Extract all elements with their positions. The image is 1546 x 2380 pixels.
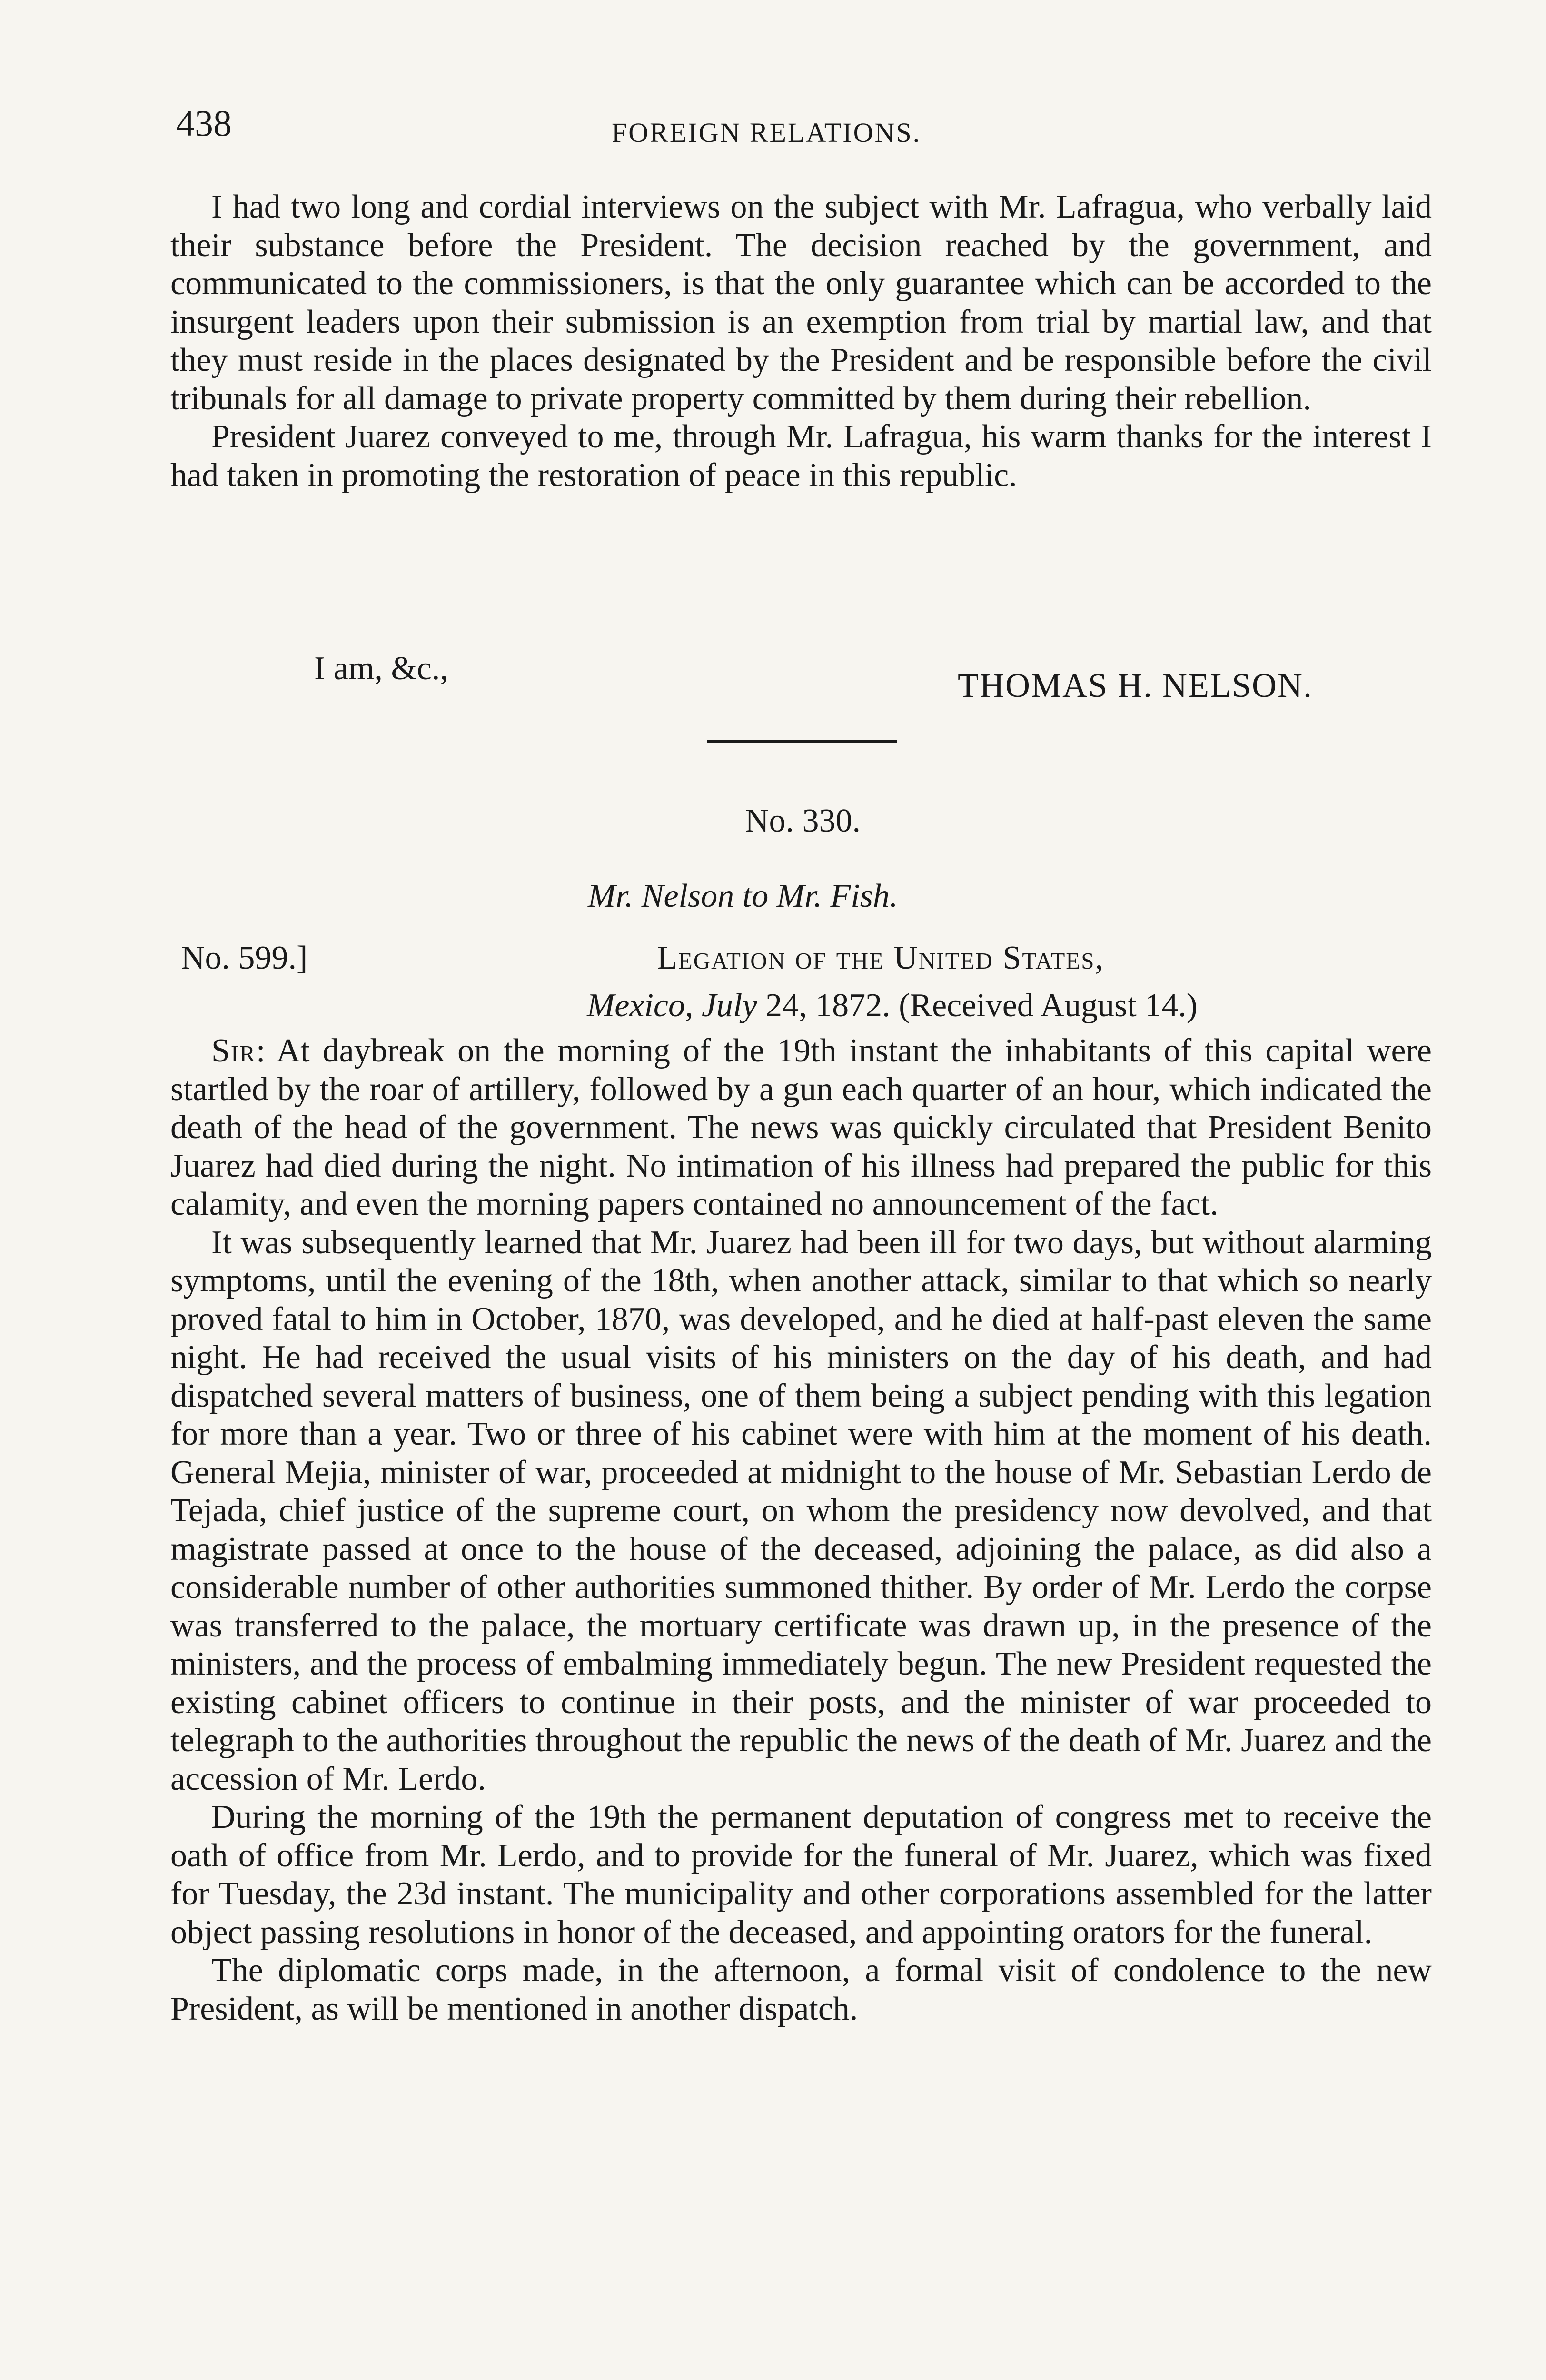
dispatch-number: No. 599.] bbox=[181, 940, 308, 976]
dispatch-body bbox=[170, 1032, 1432, 2028]
date-rest: 24, 1872. (Received August 14.) bbox=[757, 987, 1198, 1024]
section-divider bbox=[707, 740, 897, 743]
paragraph-text: : At daybreak on the morning of the 19th instant the inhabitants of this capital were startled by the roar of artillery, followed by a gun each quarter of an hour, which indicated the death of the head of the government. The news was quickly circulated that President Benito Juarez had died during the night. No intimation of his illness had prepared the public for this calamity, and even the morning papers contained no announcement of the fact. bbox=[170, 1032, 1432, 1222]
closing: I am, &c., bbox=[314, 650, 448, 687]
document-number: No. 330. bbox=[745, 803, 861, 839]
running-title: FOREIGN RELATIONS. bbox=[612, 117, 922, 148]
paragraph: It was subsequently learned that Mr. Juarez had been ill for two days, but without alarming symptoms, until the evening of the 18th, when another attack, similar to that which so nearly proved fatal to him in October, 1870, was developed, and he died at half-past eleven the same night. He had received the usual visits of his ministers on the day of his death, and had dispatched several matters of business, one of them being a subject pending with this legation for more than a year. Two or three of his cabinet were with him at the moment of his death. General Mejia, minister of war, proceeded at midnight to the house of Mr. Sebastian Lerdo de Tejada, chief justice of the supreme court, on whom the presidency now devolved, and that magistrate passed at once to the house of the deceased, adjoining the palace, as did also a considerable number of other authorities summoned thither. By order of Mr. Lerdo the corpse was transferred to the palace, the mortuary certificate was drawn up, in the presence of the ministers, and the process of embalming immediately begun. The new President requested the existing cabinet officers to continue in their posts, and the minister of war proceeded to telegraph to the authorities throughout the republic the news of the death of Mr. Juarez and the accession of Mr. Lerdo. bbox=[170, 1224, 1432, 1797]
paragraph: The diplomatic corps made, in the afternoon, a formal visit of condolence to the new President, as will be mentioned in another dispatch. bbox=[170, 1952, 1432, 2027]
previous-letter-body bbox=[170, 188, 1432, 495]
date-place: Mexico, July bbox=[587, 987, 757, 1024]
document-heading: Mr. Nelson to Mr. Fish. bbox=[588, 878, 898, 914]
legation-line: Legation of the United States, bbox=[657, 940, 1104, 976]
paragraph bbox=[170, 1032, 1432, 1224]
signature: THOMAS H. NELSON. bbox=[958, 666, 1313, 704]
paragraph: During the morning of the 19th the permanent deputation of congress met to receive the oath of office from Mr. Lerdo, and to provide for the funeral of Mr. Juarez, which was fixed for Tuesday, the 23d instant. The municipality and other corporations assembled for the latter object passing resolutions in honor of the deceased, and appointing orators for the funeral. bbox=[170, 1799, 1432, 1951]
salutation: Sir bbox=[211, 1032, 256, 1069]
paragraph: I had two long and cordial interviews on the subject with Mr. Lafragua, who verbally laid their substance before the President. The decision reached by the government, and communicated to the commissioners, is that the only guarantee which can be accorded to the insurgent leaders upon their submission is an exemption from trial by martial law, and that they must reside in the places designated by the President and be responsible before the civil tribunals for all damage to private property committed by them during their rebellion. bbox=[170, 188, 1432, 417]
paragraph: President Juarez conveyed to me, through Mr. Lafragua, his warm thanks for the interest I had taken in promoting the restoration of peace in this republic. bbox=[170, 418, 1432, 494]
dateline bbox=[587, 989, 1198, 1022]
page-number: 438 bbox=[176, 102, 232, 144]
